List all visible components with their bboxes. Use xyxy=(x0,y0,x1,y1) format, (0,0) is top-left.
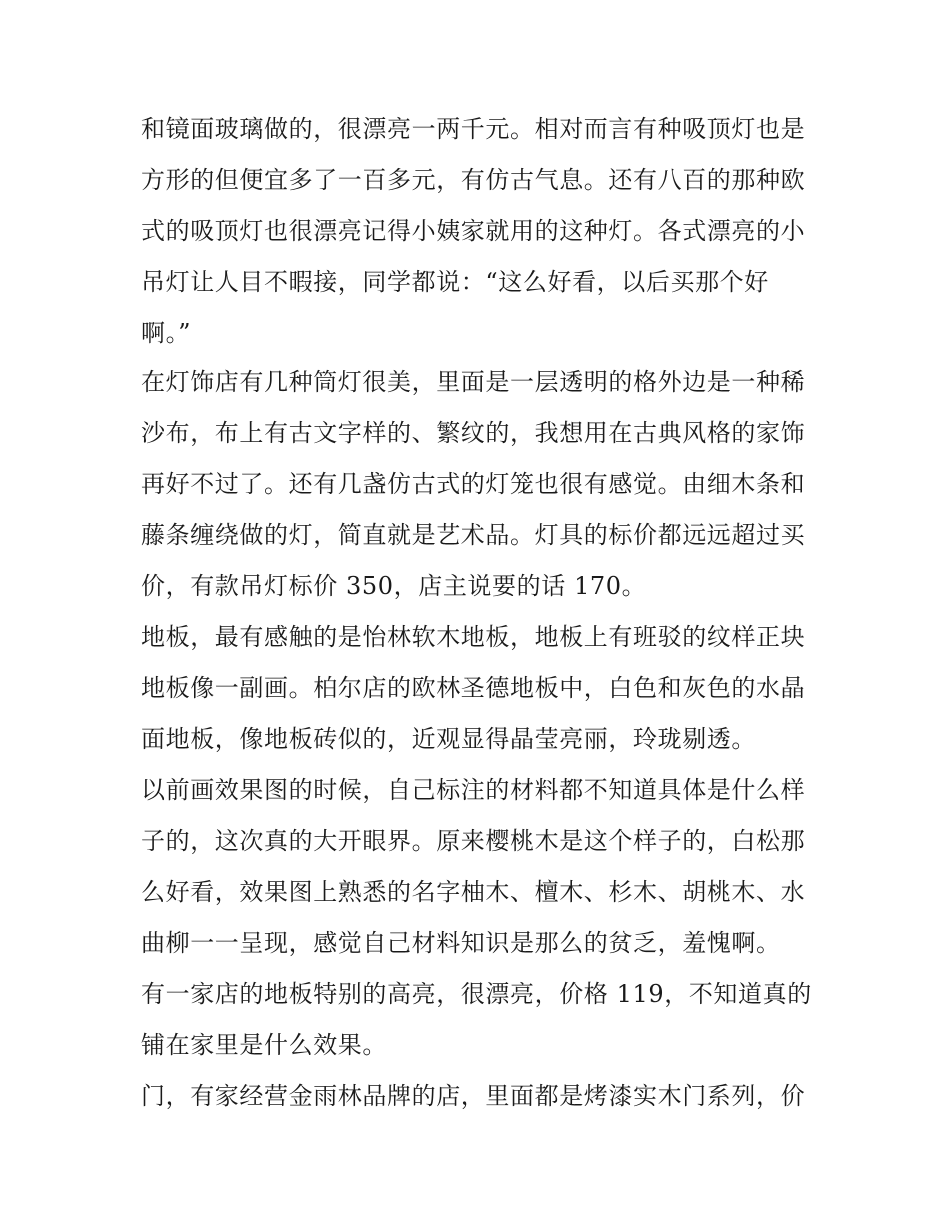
text-line: 吊灯让人目不暇接，同学都说：“这么好看，以后买那个好 xyxy=(141,268,769,296)
text-line: 啊。” xyxy=(141,319,192,347)
text-line: 有一家店的地板特别的高亮，很漂亮，价格 119，不知道真的 xyxy=(141,980,812,1008)
text-line: 沙布，布上有古文字样的、繁纹的，我想用在古典风格的家饰 xyxy=(141,419,806,447)
text-line: 和镜面玻璃做的，很漂亮一两千元。相对而言有种吸顶灯也是 xyxy=(141,115,806,143)
text-line: 么好看，效果图上熟悉的名字柚木、檀木、杉木、胡桃木、水 xyxy=(141,878,806,906)
text-line: 门，有家经营金雨林品牌的店，里面都是烤漆实木门系列，价 xyxy=(141,1082,806,1110)
text-line: 方形的但便宜多了一百多元，有仿古气息。还有八百的那种欧 xyxy=(141,166,806,194)
text-line: 面地板，像地板砖似的，近观显得晶莹亮丽，玲珑剔透。 xyxy=(141,725,756,753)
text-line: 在灯饰店有几种筒灯很美，里面是一层透明的格外边是一种稀 xyxy=(141,368,806,396)
text-line: 地板像一副画。柏尔店的欧林圣德地板中，白色和灰色的水晶 xyxy=(141,674,806,702)
text-line: 子的，这次真的大开眼界。原来樱桃木是这个样子的，白松那 xyxy=(141,827,806,855)
text-line: 铺在家里是什么效果。 xyxy=(141,1031,387,1059)
text-line: 地板，最有感触的是怡林软木地板，地板上有班驳的纹样正块 xyxy=(141,623,806,651)
text-line: 价，有款吊灯标价 350，店主说要的话 170。 xyxy=(141,572,647,600)
text-line: 藤条缠绕做的灯，简直就是艺术品。灯具的标价都远远超过买 xyxy=(141,521,806,549)
text-line: 以前画效果图的时候，自己标注的材料都不知道具体是什么样 xyxy=(141,776,806,804)
text-line: 曲柳一一呈现，感觉自己材料知识是那么的贫乏，羞愧啊。 xyxy=(141,929,781,957)
text-line: 式的吸顶灯也很漂亮记得小姨家就用的这种灯。各式漂亮的小 xyxy=(141,217,806,245)
text-line: 再好不过了。还有几盏仿古式的灯笼也很有感觉。由细木条和 xyxy=(141,470,806,498)
